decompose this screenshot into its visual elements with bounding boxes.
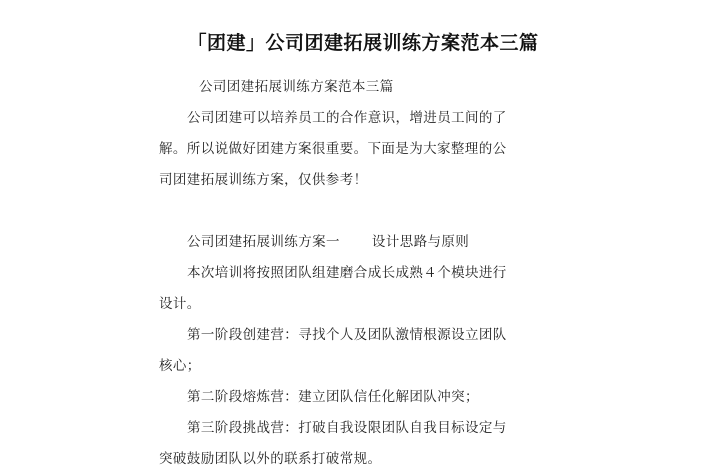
section-heading: 公司团建拓展训练方案一 [187,234,340,250]
paragraph-stage-three: 第三阶段挑战营：打破自我设限团队自我目标设定与突破鼓励团队以外的联系打破常规。 [159,420,507,467]
paragraph-design: 本次培训将按照团队组建磨合成长成熟４个模块进行设计。 [159,265,507,312]
section-subheading: 设计思路与原则 [371,234,470,250]
document-subtitle: 公司团建拓展训练方案范本三篇 [199,79,394,95]
document-title: 「团建」公司团建拓展训练方案范本三篇 [187,32,539,54]
document-body [159,72,519,475]
paragraph-stage-one: 第一阶段创建营：寻找个人及团队激情根源设立团队核心； [159,327,507,374]
blank-line [159,196,519,227]
paragraph-stage-two: 第二阶段熔炼营：建立团队信任化解团队冲突； [187,389,479,405]
section-heading-row [159,227,519,258]
intro-paragraph: 公司团建可以培养员工的合作意识，增进员工间的了解。所以说做好团建方案很重要。下面是为大家整理的公司团建拓展训练方案，仅供参考！ [159,110,507,188]
